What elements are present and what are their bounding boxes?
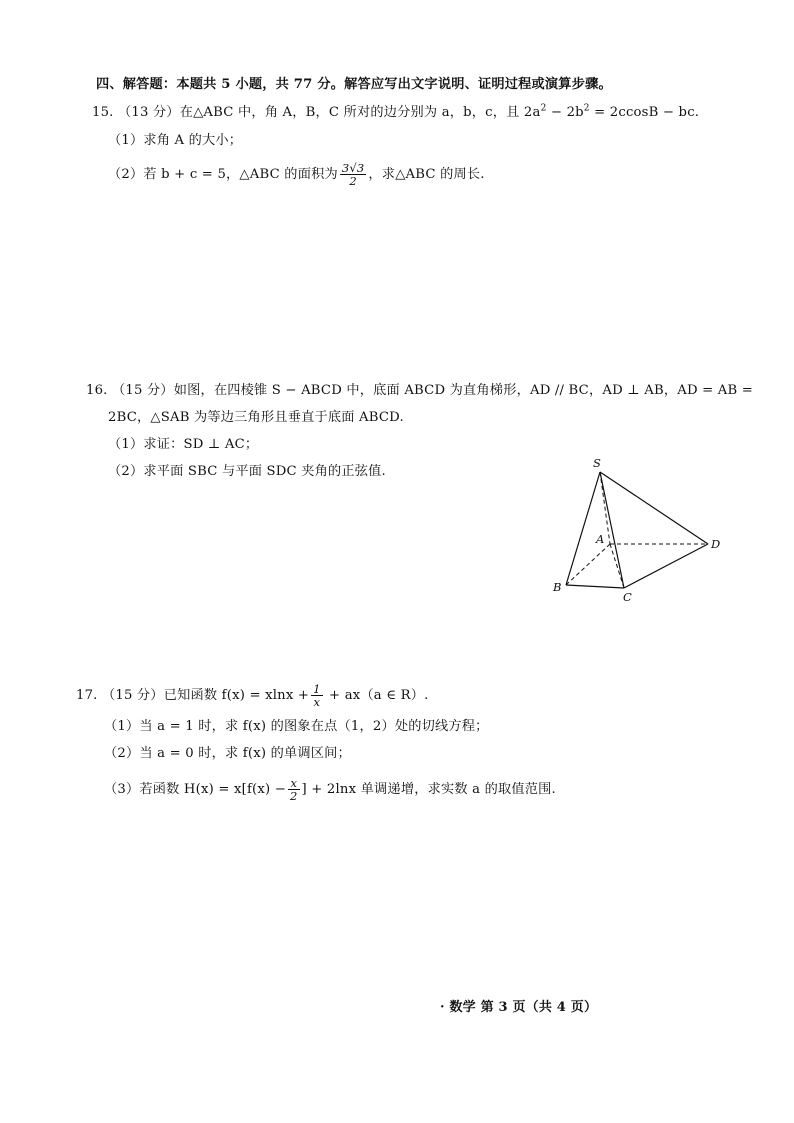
label-S: S — [593, 456, 601, 470]
q17-stem-after: + ax（a ∈ R）. — [324, 688, 429, 703]
q17-part2: （2）当 a = 0 时，求 f(x) 的单调区间； — [104, 746, 351, 761]
q15-exp2: 2 — [583, 103, 590, 114]
q16-stem-line1: 16. （15 分）如图，在四棱锥 S − ABCD 中，底面 ABCD 为直角梯形，AD // BC，AD ⊥ AB，AD = AB = — [86, 383, 754, 398]
label-D: D — [711, 537, 721, 551]
q15-stem-mid: − 2b — [546, 105, 584, 120]
q16-part1: （1）求证：SD ⊥ AC； — [108, 437, 259, 452]
q15-part1: （1）求角 A 的大小； — [108, 133, 243, 148]
q17-part3-after: ] + 2lnx 单调递增，求实数 a 的取值范围. — [301, 782, 556, 797]
q17-frac-num: 1 — [313, 682, 321, 696]
q15-exp1: 2 — [540, 103, 547, 114]
q16-part2: （2）求平面 SBC 与平面 SDC 夹角的正弦值. — [108, 464, 386, 479]
q15-stem-before: 15. （13 分）在△ABC 中，角 A，B，C 所对的边分别为 a，b，c，且 2a — [92, 105, 541, 120]
q17-stem-before: 17. （15 分）已知函数 f(x) = xlnx + — [76, 688, 310, 703]
q17-part3-frac-den: 2 — [290, 789, 298, 803]
q17-fraction — [311, 683, 323, 708]
edge-SD — [600, 472, 708, 544]
q15-area-fraction — [340, 162, 367, 187]
q15-frac-den: 2 — [349, 174, 357, 188]
q15-part2-after: ，求△ABC 的周长. — [368, 167, 485, 182]
q15-part2 — [108, 162, 485, 187]
section-header: 四、解答题：本题共 5 小题，共 77 分。解答应写出文字说明、证明过程或演算步骤。 — [96, 77, 612, 92]
q15-stem-after: = 2ccosB − bc. — [589, 105, 700, 120]
q17-part1: （1）当 a = 1 时，求 f(x) 的图象在点（1，2）处的切线方程； — [104, 719, 489, 734]
q17-part3-frac-num: x — [288, 777, 300, 790]
q17-frac-den: x — [313, 695, 321, 709]
q15-stem — [92, 104, 699, 122]
edge-SC — [600, 472, 624, 588]
q17-part3 — [104, 777, 556, 802]
q17-part3-before: （3）若函数 H(x) = x[f(x) − — [104, 782, 287, 797]
q16-stem-line2: 2BC，△SAB 为等边三角形且垂直于底面 ABCD. — [108, 410, 404, 425]
q17-stem — [76, 683, 429, 708]
edge-CD — [624, 544, 708, 588]
label-C: C — [623, 590, 632, 604]
q17-part3-fraction — [288, 777, 300, 802]
q15-frac-num: 3√3 — [341, 161, 365, 175]
edge-BC — [566, 585, 624, 588]
label-A: A — [596, 532, 605, 546]
page-footer: · 数学 第 3 页（共 4 页） — [440, 1000, 598, 1015]
q15-part2-before: （2）若 b + c = 5，△ABC 的面积为 — [108, 167, 338, 182]
pyramid-figure — [548, 455, 738, 605]
label-B: B — [553, 580, 562, 594]
edge-AC — [610, 544, 624, 588]
edge-SB — [566, 472, 600, 585]
